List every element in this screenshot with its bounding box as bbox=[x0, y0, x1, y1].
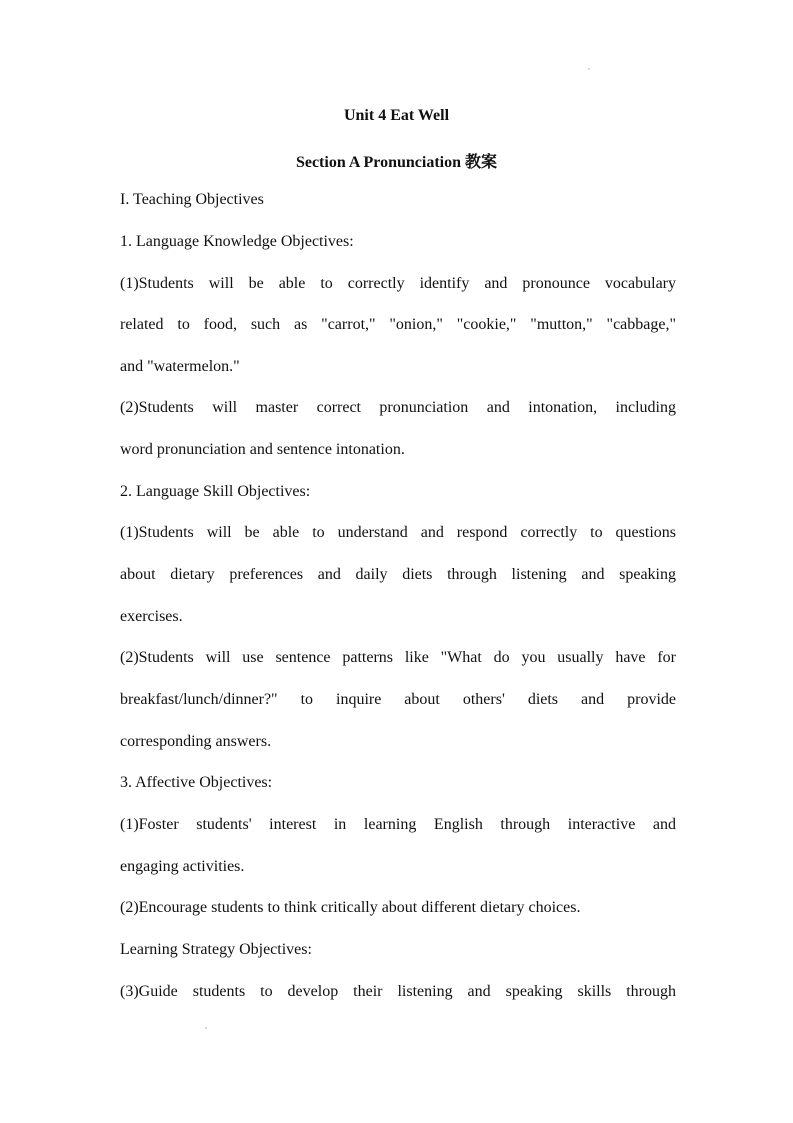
paragraph-line: corresponding answers. bbox=[120, 733, 272, 750]
paragraph-line: (1)Students will be able to understand and respond correctly to questions bbox=[120, 524, 676, 541]
paragraph-line: related to food, such as "carrot," "onion," "cookie," "mutton," "cabbage," bbox=[120, 316, 676, 333]
paragraph-line: (1)Foster students' interest in learning English through interactive and bbox=[120, 816, 676, 833]
paragraph-line: (3)Guide students to develop their listening and speaking skills through bbox=[120, 983, 676, 1000]
section-heading: I. Teaching Objectives bbox=[120, 191, 264, 208]
paragraph-line: exercises. bbox=[120, 608, 183, 625]
paragraph-line: (2)Encourage students to think critically about different dietary choices. bbox=[120, 899, 581, 916]
scan-mark bbox=[588, 68, 590, 70]
paragraph-line: (1)Students will be able to correctly identify and pronounce vocabulary bbox=[120, 275, 676, 292]
subsection-heading: 2. Language Skill Objectives: bbox=[120, 483, 311, 500]
subsection-heading: 3. Affective Objectives: bbox=[120, 774, 273, 791]
paragraph-line: engaging activities. bbox=[120, 858, 245, 875]
paragraph-line: (2)Students will master correct pronunciation and intonation, including bbox=[120, 399, 676, 416]
subsection-heading: Learning Strategy Objectives: bbox=[120, 941, 312, 958]
document-subtitle: Section A Pronunciation 教案 bbox=[295, 154, 498, 171]
paragraph-line: word pronunciation and sentence intonation. bbox=[120, 441, 405, 458]
paragraph-line: and "watermelon." bbox=[120, 358, 240, 375]
document-title: Unit 4 Eat Well bbox=[343, 107, 450, 124]
paragraph-line: breakfast/lunch/dinner?" to inquire about others' diets and provide bbox=[120, 691, 676, 708]
paragraph-line: (2)Students will use sentence patterns like "What do you usually have for bbox=[120, 649, 676, 666]
subsection-heading: 1. Language Knowledge Objectives: bbox=[120, 233, 354, 250]
scan-mark bbox=[205, 1027, 207, 1029]
paragraph-line: about dietary preferences and daily diets through listening and speaking bbox=[120, 566, 676, 583]
